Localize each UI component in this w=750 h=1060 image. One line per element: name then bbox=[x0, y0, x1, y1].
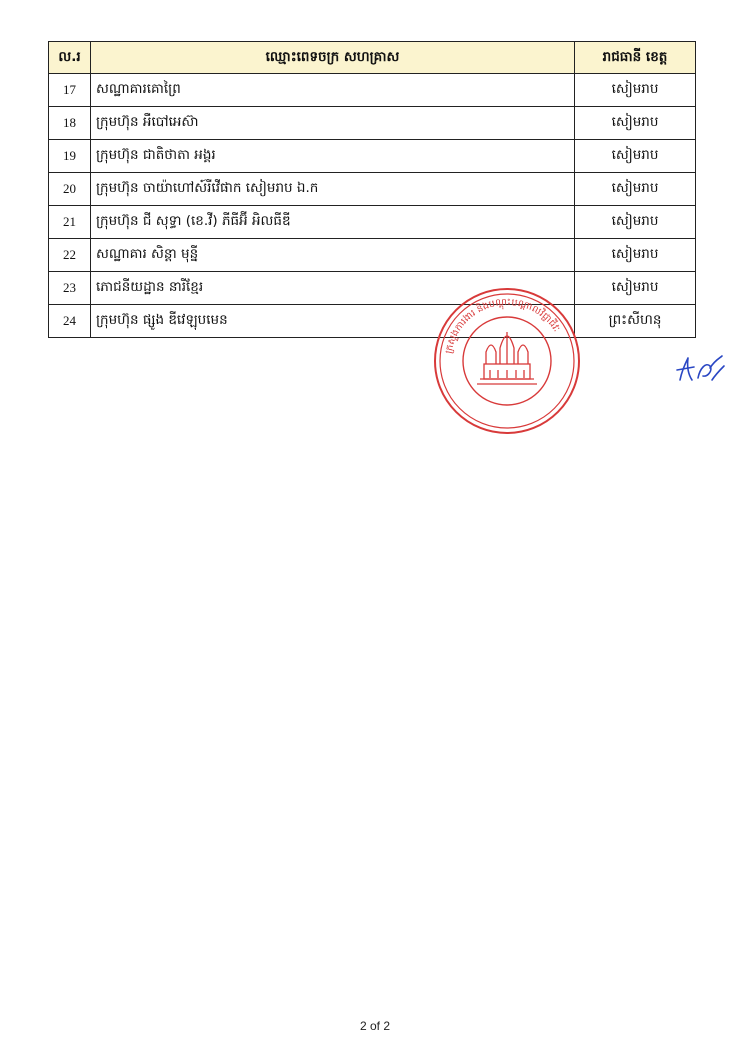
angkor-temple-emblem bbox=[477, 332, 537, 384]
province-name: សៀមរាប bbox=[575, 206, 696, 239]
header-province: រាជធានី ខេត្ត bbox=[575, 42, 696, 74]
table-row bbox=[49, 107, 696, 140]
province-name: សៀមរាប bbox=[575, 140, 696, 173]
province-name: សៀមរាប bbox=[575, 74, 696, 107]
row-number: 21 bbox=[49, 206, 91, 239]
province-name: សៀមរាប bbox=[575, 272, 696, 305]
table-header-row bbox=[49, 42, 696, 74]
row-number: 17 bbox=[49, 74, 91, 107]
table-row bbox=[49, 206, 696, 239]
page-number: 2 of 2 bbox=[359, 1019, 391, 1033]
enterprise-name: ភោជនីយដ្ឋាន នារីខ្មែរ bbox=[91, 272, 575, 305]
enterprise-name: សណ្ឋាគារគោព្រៃ bbox=[91, 74, 575, 107]
enterprise-table bbox=[48, 41, 696, 338]
row-number: 19 bbox=[49, 140, 91, 173]
enterprise-name: ក្រុមហ៊ុន អឺបៅអេស៊ា bbox=[91, 107, 575, 140]
enterprise-name: ក្រុមហ៊ុន ចាយ៉ាហៅស៍រីវើផាក សៀមរាប ឯ.ក bbox=[91, 173, 575, 206]
enterprise-name: សណ្ឋាគារ សិន្តា មុន្នី bbox=[91, 239, 575, 272]
enterprise-name: ក្រុមហ៊ុន ជាតិថាតា អង្គរ bbox=[91, 140, 575, 173]
enterprise-name: ក្រុមហ៊ុន ផ្សូង ឌីវេឡុបមេន bbox=[91, 305, 575, 338]
table-row bbox=[49, 173, 696, 206]
seal-text: ក្រសួងការងារ និងបណ្តុះបណ្តាលវិជ្ជាជីវៈ bbox=[443, 296, 562, 355]
province-name: សៀមរាប bbox=[575, 173, 696, 206]
handwritten-signature bbox=[672, 350, 728, 388]
row-number: 22 bbox=[49, 239, 91, 272]
header-enterprise-name: ឈ្មោះពេទចក្រ សហគ្រាស bbox=[91, 42, 575, 74]
header-number: ល.រ bbox=[49, 42, 91, 74]
province-name: ព្រះសីហនុ bbox=[575, 305, 696, 338]
row-number: 18 bbox=[49, 107, 91, 140]
row-number: 23 bbox=[49, 272, 91, 305]
row-number: 20 bbox=[49, 173, 91, 206]
official-seal bbox=[432, 286, 582, 436]
province-name: សៀមរាប bbox=[575, 107, 696, 140]
table-row bbox=[49, 140, 696, 173]
table-row bbox=[49, 305, 696, 338]
table-row bbox=[49, 74, 696, 107]
enterprise-name: ក្រុមហ៊ុន ជី សុទ្ធា (ខេ.វី) ភីធីអ៊ី អិលធីឌី bbox=[91, 206, 575, 239]
table-row bbox=[49, 272, 696, 305]
table-body bbox=[49, 74, 696, 338]
row-number: 24 bbox=[49, 305, 91, 338]
province-name: សៀមរាប bbox=[575, 239, 696, 272]
table-row bbox=[49, 239, 696, 272]
